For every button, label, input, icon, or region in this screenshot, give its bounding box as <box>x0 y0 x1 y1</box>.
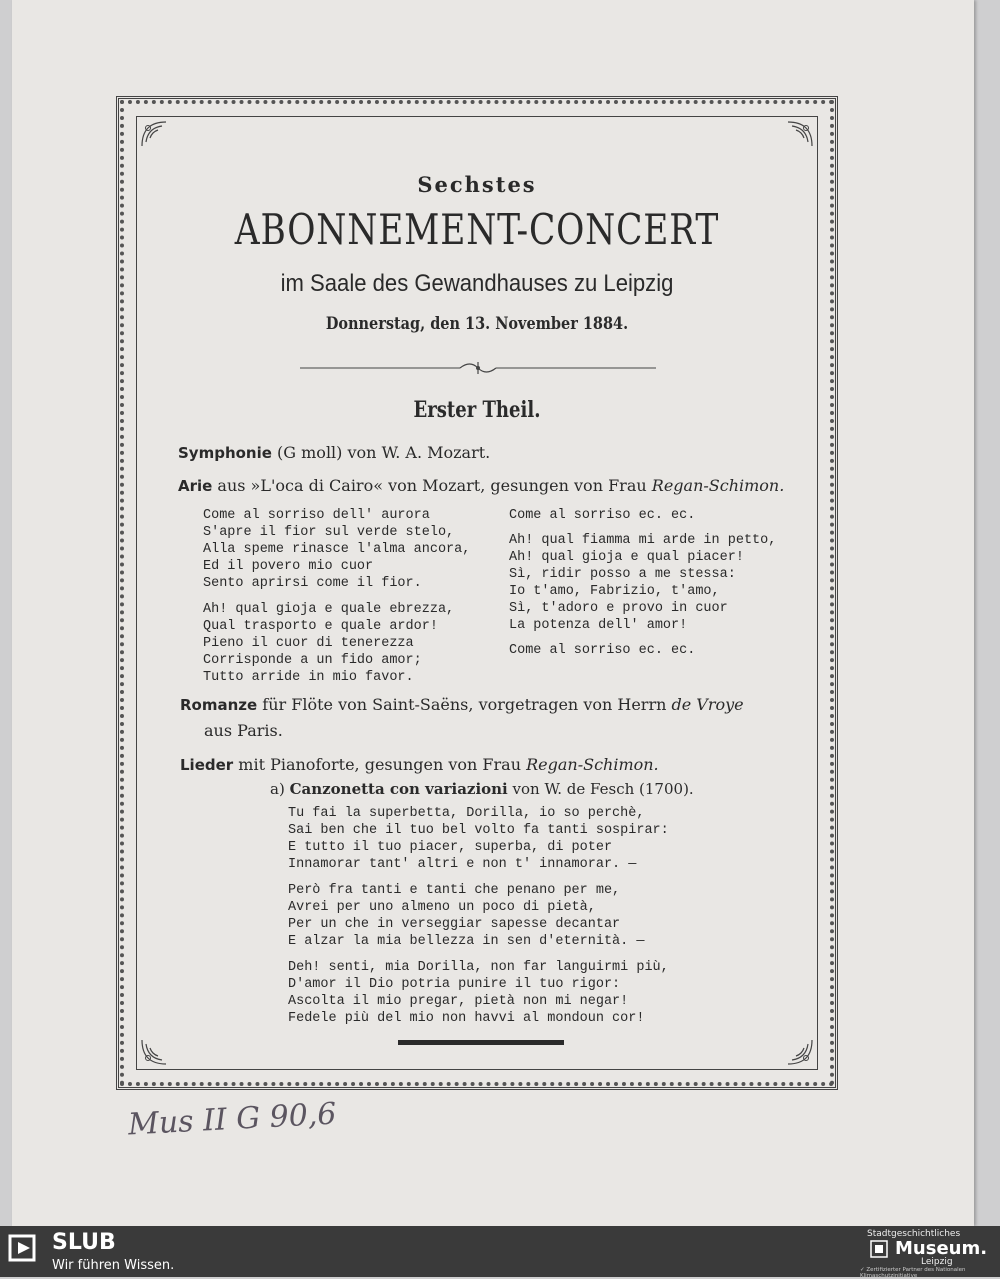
verse-line: Per un che in verseggiar sapesse decantar <box>288 917 621 932</box>
verse-block <box>203 507 470 592</box>
verse-line: Sai ben che il tuo bel volto fa tanti sospirar: <box>288 823 669 838</box>
program-item-lead: Lieder <box>180 756 234 774</box>
verse-line: Pieno il cuor di tenerezza <box>203 636 414 651</box>
program-item-text: für Flöte von Saint-Saëns, vorgetragen von Herrn <box>257 695 672 714</box>
shelfmark: Mus II G 90,6 <box>127 1096 338 1143</box>
verse-line: Io t'amo, Fabrizio, t'amo, <box>509 584 720 599</box>
verse-block <box>509 642 695 659</box>
corner-ornament-icon <box>786 120 814 148</box>
verse-line: Ah! qual gioja e qual piacer! <box>509 550 744 565</box>
divider-ornament-icon <box>300 360 656 376</box>
program-item-romanze <box>180 695 744 714</box>
verse-block <box>288 805 669 873</box>
verse-block <box>203 601 454 686</box>
song-heading <box>270 780 694 798</box>
verse-line: Fedele più del mio non havvi al mondoun cor! <box>288 1011 645 1026</box>
verse-block <box>288 882 644 950</box>
verse-line: Sento aprirsi come il fior. <box>203 576 422 591</box>
verse-line: La potenza dell' amor! <box>509 618 688 633</box>
song-marker: a) <box>270 780 285 798</box>
verse-line: E alzar la mia bellezza in sen d'eternità. — <box>288 934 645 949</box>
verse-line: Ed il povero mio cuor <box>203 559 374 574</box>
song-title: Canzonetta con variazioni <box>289 780 508 798</box>
program-item-lead: Symphonie <box>178 444 272 462</box>
program-item-lead: Romanze <box>180 696 258 714</box>
verse-line: E tutto il tuo piacer, superba, di poter <box>288 840 613 855</box>
program-item-lieder <box>180 755 659 774</box>
program-item-lead: Arie <box>178 477 213 495</box>
verse-line: Come al sorriso ec. ec. <box>509 508 696 523</box>
page-title: ABONNEMENT-CONCERT <box>234 205 720 254</box>
performer-name: de Vroye <box>671 695 744 714</box>
verse-line: Tutto arride in mio favor. <box>203 670 414 685</box>
verse-block <box>288 959 669 1027</box>
verse-line: Innamorar tant' altri e non t' innamorar. — <box>288 857 637 872</box>
verse-line: Ascolta il mio pregar, pietà non mi negar! <box>288 994 629 1009</box>
verse-line: Corrisponde a un fido amor; <box>203 653 422 668</box>
slub-tagline: Wir führen Wissen. <box>52 1258 175 1273</box>
verse-line: Come al sorriso dell' aurora <box>203 508 430 523</box>
program-item-text: mit Pianoforte, gesungen von Frau <box>233 755 527 774</box>
corner-ornament-icon <box>140 120 168 148</box>
song-composer: von W. de Fesch (1700). <box>507 780 694 798</box>
verse-block <box>509 507 695 524</box>
verse-line: Però fra tanti e tanti che penano per me, <box>288 883 621 898</box>
verse-line: Ah! qual gioja e quale ebrezza, <box>203 602 455 617</box>
museum-logo-icon <box>870 1240 888 1258</box>
performer-name: Regan-Schimon. <box>526 755 659 774</box>
verse-line: Sì, ridir posso a me stessa: <box>509 567 736 582</box>
verse-line: Alla speme rinasce l'alma ancora, <box>203 542 471 557</box>
verse-line: S'apre il fior sul verde stelo, <box>203 525 455 540</box>
slub-name: SLUB <box>52 1230 116 1255</box>
museum-name: Museum. <box>895 1238 988 1259</box>
museum-city: Leipzig <box>921 1257 953 1267</box>
verse-line: Qual trasporto e quale ardor! <box>203 619 438 634</box>
program-item-arie <box>178 476 784 495</box>
corner-ornament-icon <box>140 1038 168 1066</box>
museum-label: Stadtgeschichtliches <box>867 1229 961 1239</box>
program-item-text: aus »L'oca di Cairo« von Mozart, gesungen von Frau <box>212 476 652 495</box>
program-item-romanze-origin: aus Paris. <box>204 721 283 740</box>
concert-number: Sechstes <box>417 172 537 197</box>
slub-logo-icon <box>8 1232 42 1264</box>
verse-block <box>509 532 776 634</box>
closing-rule <box>398 1040 564 1045</box>
verse-line: Deh! senti, mia Dorilla, non far languirmi più, <box>288 960 669 975</box>
verse-line: Tu fai la superbetta, Dorilla, io so perchè, <box>288 806 645 821</box>
concert-date: Donnerstag, den 13. November 1884. <box>325 314 629 334</box>
venue: im Saale des Gewandhauses zu Leipzig <box>280 270 674 297</box>
verse-line: Ah! qual fiamma mi arde in petto, <box>509 533 777 548</box>
program-item-symphonie <box>178 443 490 462</box>
performer-name: Regan-Schimon. <box>651 476 785 495</box>
verse-line: Avrei per uno almeno un poco di pietà, <box>288 900 596 915</box>
corner-ornament-icon <box>786 1038 814 1066</box>
museum-certificate: ✓ Zertifizierter Partner des Nationalen Klimaschutzinitiative <box>860 1267 966 1279</box>
verse-line: Come al sorriso ec. ec. <box>509 643 696 658</box>
verse-line: D'amor il Dio potria punire il tuo rigor: <box>288 977 621 992</box>
program-item-text: (G moll) von W. A. Mozart. <box>271 443 491 462</box>
verse-line: Sì, t'adoro e provo in cuor <box>509 601 728 616</box>
section-title: Erster Theil. <box>413 397 541 423</box>
